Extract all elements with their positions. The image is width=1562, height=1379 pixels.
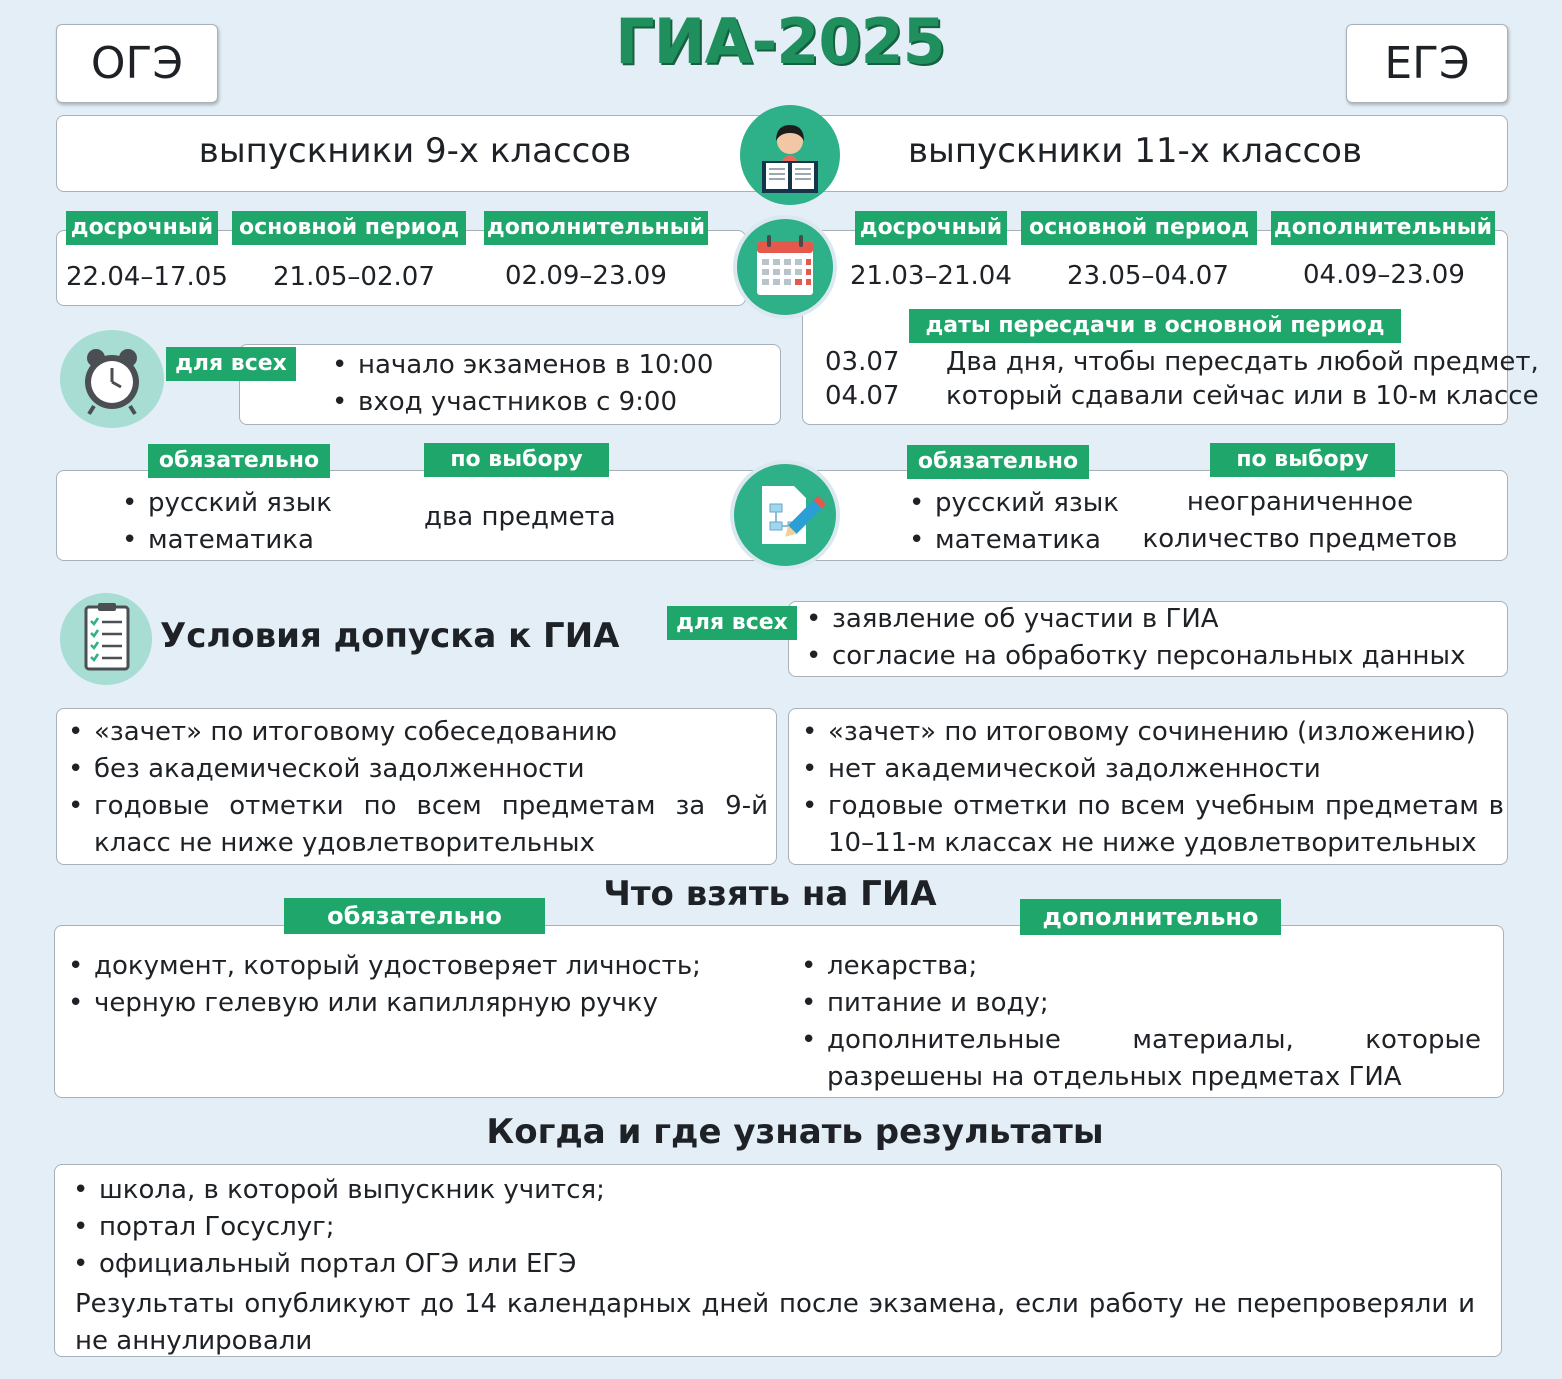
results-list <box>63 1172 963 1283</box>
dates-extra-left: 02.09–23.09 <box>505 261 667 291</box>
bring-food-water: • питание и воду; <box>791 985 1481 1022</box>
tag-required-left: обязательно <box>148 444 330 478</box>
dates-main-left: 21.05–02.07 <box>273 262 435 292</box>
retake-date-2: 04.07 <box>825 381 900 411</box>
dates-extra-right: 04.09–23.09 <box>1303 260 1465 290</box>
required-left-math: • математика <box>112 522 412 559</box>
admission-left-list <box>58 714 768 862</box>
admission-all-consent: • согласие на обработку персональных данных <box>796 638 1496 675</box>
required-left-russian: • русский язык <box>112 485 412 522</box>
calendar-icon <box>733 215 837 319</box>
bring-title: Что взять на ГИА <box>603 874 937 914</box>
choice-left-text: два предмета <box>424 502 616 532</box>
admission-all-application: • заявление об участии в ГИА <box>796 601 1496 638</box>
graduates-right: выпускники 11-х классов <box>907 131 1363 171</box>
admission-right-grades: • годовые отметки по всем учебным предметам в 10–11-м классах не ниже удовлетворительных <box>792 788 1504 862</box>
admission-title: Условия допуска к ГИА <box>160 616 620 656</box>
results-school: • школа, в которой выпускник учится; <box>63 1172 963 1209</box>
tag-main-right: основной период <box>1021 211 1257 245</box>
dates-main-right: 23.05–04.07 <box>1067 261 1229 291</box>
tag-early-right: досрочный <box>855 211 1007 245</box>
ege-label-box <box>1346 24 1508 103</box>
retake-date-1: 03.07 <box>825 347 900 377</box>
choice-right-line-1: неограниченное <box>1186 487 1414 517</box>
admission-right-list <box>792 714 1504 862</box>
schedule-start: • начало экзаменов в 10:00 <box>322 347 772 384</box>
retake-text-2: который сдавали сейчас или в 10-м классе <box>946 381 1539 411</box>
student-reading-icon <box>740 105 840 205</box>
tag-choice-left: по выбору <box>424 443 609 477</box>
dates-early-left: 22.04–17.05 <box>66 262 228 292</box>
oge-label: ОГЭ <box>90 38 184 89</box>
graduates-left: выпускники 9-х классов <box>198 131 632 171</box>
dates-early-right: 21.03–21.04 <box>850 261 1012 291</box>
bring-medicine: • лекарства; <box>791 948 1481 985</box>
choice-right-line-2: количество предметов <box>1142 524 1458 554</box>
admission-right-debt: • нет академической задолженности <box>792 751 1504 788</box>
admission-left-debt: • без академической задолженности <box>58 751 768 788</box>
admission-left-grades: • годовые отметки по всем предметам за 9-й класс не ниже удовлетворительных <box>58 788 768 862</box>
results-note: Результаты опубликуют до 14 календарных дней после экзамена, если работу не перепроверяли и не аннулировали <box>75 1289 1475 1356</box>
results-official-portal: • официальный портал ОГЭ или ЕГЭ <box>63 1246 963 1283</box>
tag-choice-right: по выбору <box>1210 443 1395 477</box>
tag-early-left: досрочный <box>66 211 218 245</box>
bring-id-document: • документ, который удостоверяет личность; <box>58 948 778 985</box>
tag-required-right: обязательно <box>907 445 1089 479</box>
required-left-list <box>112 485 412 559</box>
document-edit-icon <box>730 460 840 570</box>
retake-text-1: Два дня, чтобы пересдать любой предмет, <box>946 347 1539 377</box>
admission-right-essay: • «зачет» по итоговому сочинению (изложению) <box>792 714 1504 751</box>
tag-extra-right: дополнительный <box>1271 211 1495 245</box>
admission-all-list <box>796 601 1496 675</box>
alarm-clock-icon <box>60 330 164 428</box>
admission-left-interview: • «зачет» по итоговому собеседованию <box>58 714 768 751</box>
results-gosuslugi: • портал Госуслуг; <box>63 1209 963 1246</box>
tag-bring-extra: дополнительно <box>1020 899 1281 935</box>
schedule-entry: • вход участников с 9:00 <box>322 384 772 421</box>
tag-bring-required: обязательно <box>284 898 545 934</box>
tag-main-left: основной период <box>232 211 466 245</box>
bring-required-list <box>58 948 778 1022</box>
ege-label: ЕГЭ <box>1384 38 1470 89</box>
oge-label-box <box>56 24 218 103</box>
page-title: ГИА-2025 <box>615 5 945 78</box>
tag-retake: даты пересдачи в основной период <box>909 309 1401 343</box>
results-title: Когда и где узнать результаты <box>486 1112 1104 1152</box>
bring-materials: • дополнительные материалы, которые разрешены на отдельных предметах ГИА <box>791 1022 1481 1096</box>
bring-pen: • черную гелевую или капиллярную ручку <box>58 985 778 1022</box>
tag-for-all-schedule: для всех <box>166 347 296 381</box>
required-right-math: • математика <box>899 522 1199 559</box>
schedule-list <box>322 347 772 421</box>
required-right-russian: • русский язык <box>899 485 1199 522</box>
bring-extra-list <box>791 948 1481 1096</box>
checklist-icon <box>60 593 152 685</box>
tag-extra-left: дополнительный <box>484 211 708 245</box>
tag-for-all-admission: для всех <box>667 606 797 640</box>
